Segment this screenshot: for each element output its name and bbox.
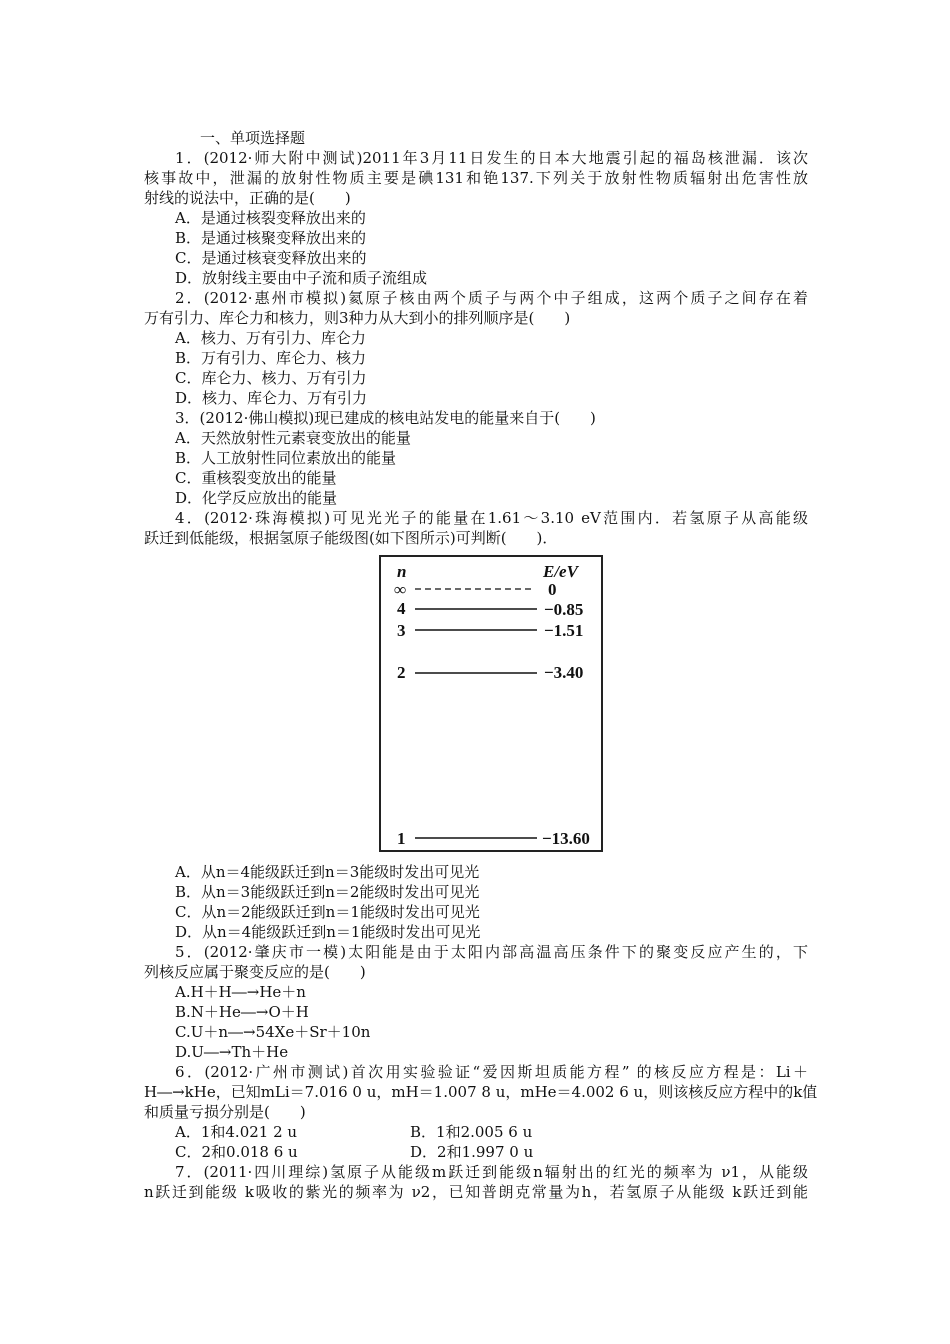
q3-option-c: C．重核裂变放出的能量 [175,469,337,487]
section-title: 一、单项选择题 [200,129,306,147]
q5-option-d: D.U―→Th＋He [175,1043,289,1061]
q7-line1: 7．(2011·四川理综)氢原子从能级m跃迁到能级n辐射出的红光的频率为 ν1，从能级 [175,1163,808,1181]
q6-line1: 6．(2012·广州市测试)首次用实验验证“爱因斯坦质能方程” 的核反应方程是：Li＋ [175,1063,808,1081]
level-inf-energy: 0 [548,580,557,599]
q6-option-a: A．1和4.021 2 u [175,1123,298,1141]
diagram-header-n: n [397,562,407,581]
q4-option-d: D．从n＝4能级跃迁到n＝1能级时发出可见光 [175,923,481,941]
level-inf-label: ∞ [394,580,407,599]
q6-option-c: C．2和0.018 6 u [175,1143,298,1161]
q2-option-a: A．核力、万有引力、库仑力 [175,329,366,347]
q5-option-b: B.N＋He―→O＋H [175,1003,309,1021]
q1-option-d: D．放射线主要由中子流和质子流组成 [175,269,428,287]
q2-option-b: B．万有引力、库仑力、核力 [175,349,367,367]
q5-option-c: C.U＋n―→54Xe＋Sr＋10n [175,1023,371,1041]
level-4-label: 4 [397,599,406,618]
q4-option-c: C．从n＝2能级跃迁到n＝1能级时发出可见光 [175,903,480,921]
level-3-energy: −1.51 [544,621,584,640]
q1-line3: 射线的说法中，正确的是( ) [144,189,351,207]
q3-option-b: B．人工放射性同位素放出的能量 [175,449,397,467]
q3-line1: 3．(2012·佛山模拟)现已建成的核电站发电的能量来自于( ) [175,409,596,427]
level-3-label: 3 [397,621,406,640]
level-4-energy: −0.85 [544,600,584,619]
level-2-label: 2 [397,663,406,682]
q5-line1: 5．(2012·肇庆市一模)太阳能是由于太阳内部高温高压条件下的聚变反应产生的，下 [175,943,808,961]
q1-option-c: C．是通过核衰变释放出来的 [175,249,367,267]
q2-line1: 2．(2012·惠州市模拟)氦原子核由两个质子与两个中子组成，这两个质子之间存在着 [175,289,808,307]
q1-line2: 核事故中，泄漏的放射性物质主要是碘131和铯137.下列关于放射性物质辐射出危害性放 [144,169,808,187]
q6-option-b: B．1和2.005 6 u [410,1123,533,1141]
energy-level-svg [381,557,601,850]
q1-option-b: B．是通过核聚变释放出来的 [175,229,367,247]
q4-option-a: A．从n＝4能级跃迁到n＝3能级时发出可见光 [175,863,480,881]
q3-option-a: A．天然放射性元素衰变放出的能量 [175,429,411,447]
q7-line2: n跃迁到能级 k吸收的紫光的频率为 ν2，已知普朗克常量为h，若氢原子从能级 k跃迁到能 [144,1183,808,1201]
q6-line3: 和质量亏损分别是( ) [144,1103,306,1121]
q5-line2: 列核反应属于聚变反应的是( ) [144,963,366,981]
q1-line1: 1．(2012·师大附中测试)2011年3月11日发生的日本大地震引起的福岛核泄漏．该次 [175,149,808,167]
q3-option-d: D．化学反应放出的能量 [175,489,338,507]
q4-line1: 4．(2012·珠海模拟)可见光光子的能量在1.61～3.10 eV范围内．若氢原子从高能级 [175,509,808,527]
q6-line2: H―→kHe，已知mLi＝7.016 0 u，mH＝1.007 8 u，mHe＝4.002 6 u，则该核反应方程中的k值 [144,1083,818,1101]
energy-level-diagram [379,555,603,852]
diagram-header-e: E/eV [543,562,578,581]
q5-option-a: A.H＋H―→He＋n [175,983,306,1001]
level-1-energy: −13.60 [542,829,590,848]
q1-option-a: A．是通过核裂变释放出来的 [175,209,366,227]
level-2-energy: −3.40 [544,663,584,682]
level-1-label: 1 [397,829,406,848]
q2-line2: 万有引力、库仑力和核力，则3种力从大到小的排列顺序是( ) [144,309,571,327]
q2-option-c: C．库仑力、核力、万有引力 [175,369,367,387]
q6-option-d: D．2和1.997 0 u [410,1143,534,1161]
q2-option-d: D．核力、库仑力、万有引力 [175,389,368,407]
q4-line2: 跃迁到低能级，根据氢原子能级图(如下图所示)可判断( )． [144,529,558,547]
q4-option-b: B．从n＝3能级跃迁到n＝2能级时发出可见光 [175,883,480,901]
